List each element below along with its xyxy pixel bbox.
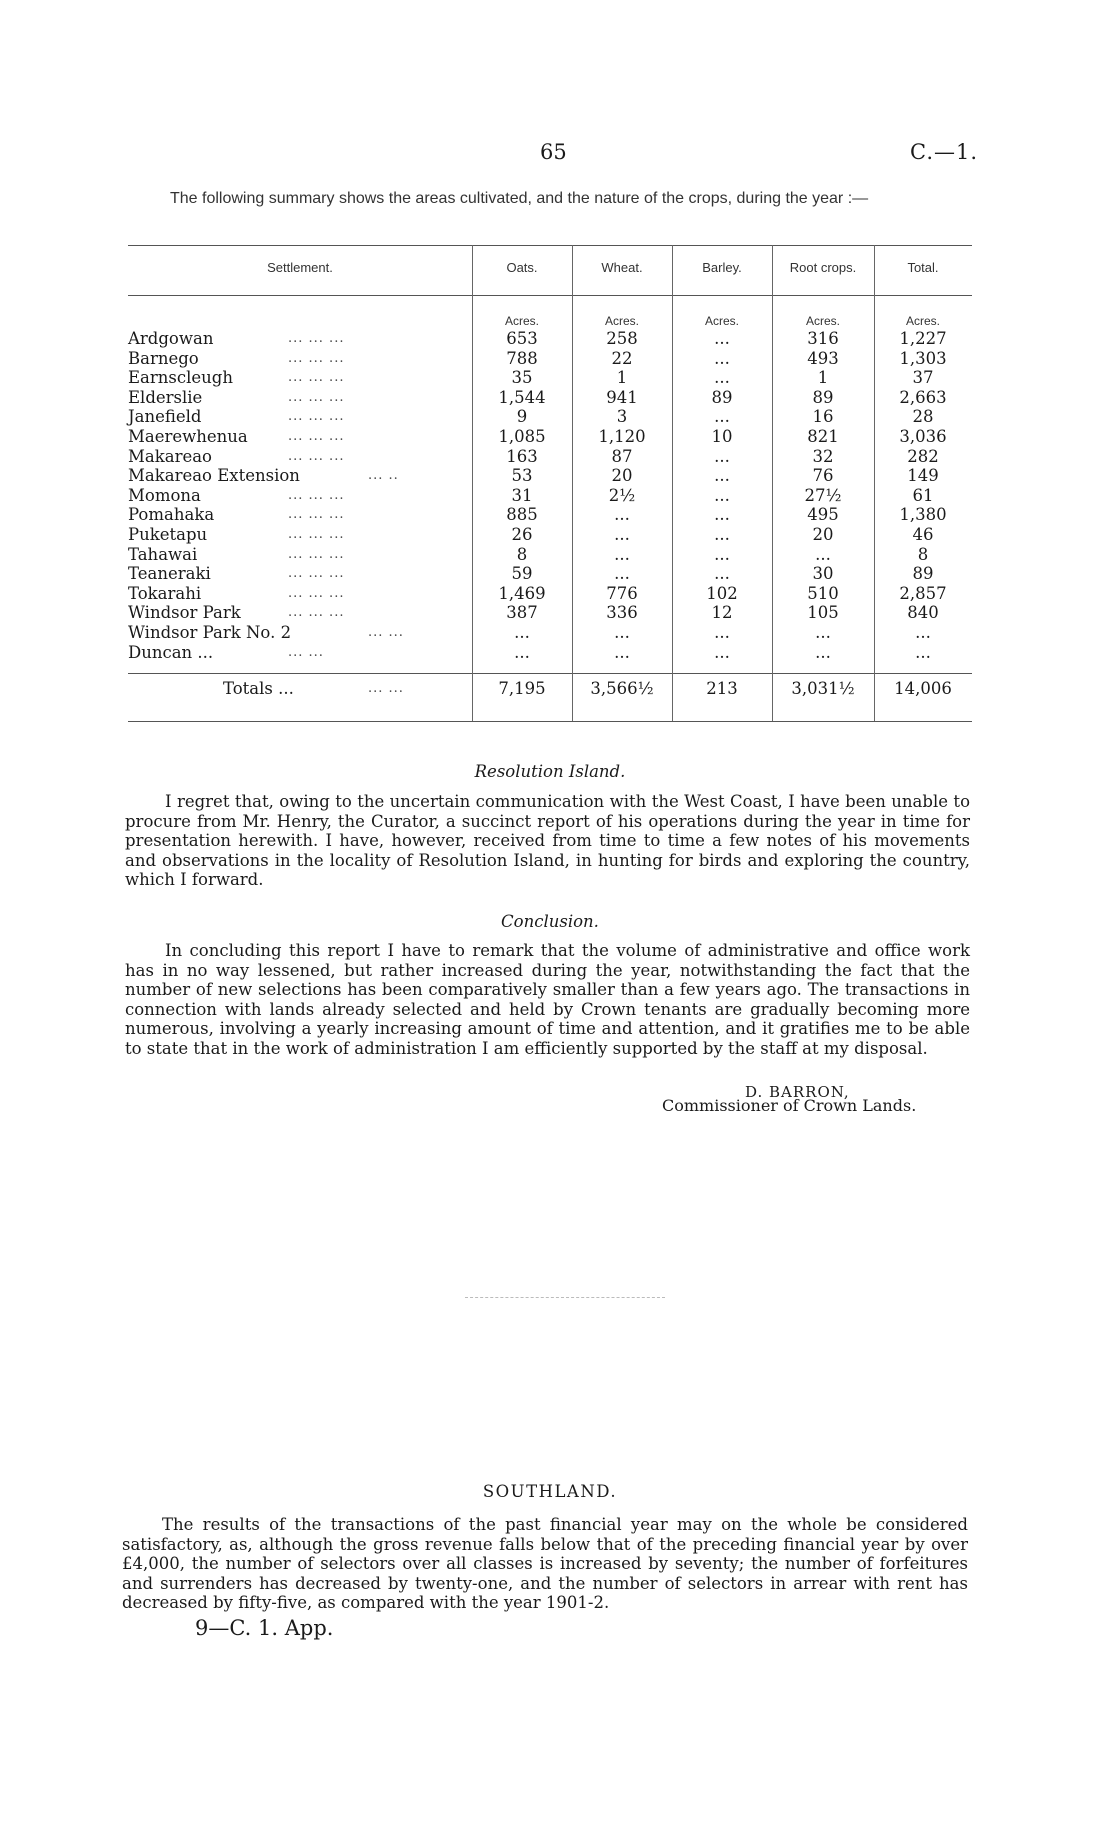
leader-dots: ... ... ... — [288, 331, 345, 346]
cell-total: 28 — [912, 407, 934, 427]
cell-oats: 35 — [511, 368, 533, 388]
leader-dots: ... ... ... — [288, 507, 345, 523]
cell-barley: ... — [714, 348, 730, 368]
cell-oats: 1,469 — [498, 583, 546, 603]
cell-oats: 26 — [511, 525, 533, 544]
cell-oats: 8 — [516, 544, 528, 564]
cell-total: 8 — [917, 544, 929, 564]
cell-root: ... — [815, 544, 831, 564]
leader-dots: ... .. — [368, 468, 399, 484]
table-row — [128, 545, 972, 565]
settlement-name: Windsor Park — [128, 603, 241, 623]
resolution-heading: Resolution Island. — [474, 762, 626, 781]
cell-total: 1,227 — [899, 329, 947, 348]
cell-barley: ... — [714, 642, 730, 662]
leader-dots: ... ... ... — [288, 448, 345, 464]
cell-root: 510 — [807, 583, 839, 603]
cell-total: 2,857 — [899, 583, 947, 603]
table-row — [128, 368, 972, 388]
header-barley: Barley. — [702, 260, 742, 275]
totals-oats: 7,195 — [498, 679, 546, 698]
cell-oats: 59 — [511, 564, 533, 584]
cell-barley: ... — [714, 485, 730, 505]
cell-wheat: 2½ — [608, 485, 636, 505]
cell-total: 2,663 — [899, 387, 947, 407]
crops-table — [128, 245, 972, 725]
cell-root: 316 — [807, 329, 839, 348]
header-oats: Oats. — [506, 260, 538, 275]
totals-leader-dots: ... ... — [368, 681, 404, 696]
table-top-rule — [128, 245, 972, 246]
leader-dots: ... ... — [368, 625, 404, 640]
cell-total: 46 — [912, 525, 934, 544]
leader-dots: ... ... ... — [288, 389, 345, 405]
cell-total: 840 — [907, 603, 939, 623]
settlement-name: Tokarahi — [128, 583, 202, 603]
cell-root: 495 — [807, 505, 839, 525]
table-row — [128, 505, 972, 525]
cell-root: 20 — [812, 525, 834, 544]
leader-dots: ... ... ... — [288, 409, 345, 425]
leader-dots: ... ... ... — [288, 605, 345, 621]
cell-wheat: 87 — [611, 446, 633, 466]
cell-barley: ... — [714, 623, 730, 642]
settlement-name: Maerewhenua — [128, 427, 248, 446]
cell-oats: ... — [514, 623, 530, 642]
table-row — [128, 329, 972, 349]
settlement-name: Ardgowan — [128, 329, 214, 348]
leader-dots: ... ... ... — [288, 566, 345, 582]
cell-oats: 788 — [506, 348, 538, 368]
settlement-name: Momona — [128, 485, 201, 505]
cell-total: 1,380 — [899, 505, 947, 525]
resolution-paragraph — [125, 792, 970, 890]
totals-total: 14,006 — [894, 679, 952, 698]
cell-total: 149 — [907, 466, 939, 486]
settlement-name: Tahawai — [128, 544, 198, 564]
cell-root: 32 — [812, 446, 834, 466]
cell-wheat: 258 — [606, 329, 638, 348]
table-row — [128, 486, 972, 506]
totals-root-crops: 3,031½ — [791, 679, 855, 698]
cell-wheat: ... — [614, 623, 630, 642]
header-settlement: Settlement. — [267, 260, 333, 275]
cell-root: 89 — [812, 387, 834, 407]
cell-wheat: 22 — [611, 348, 633, 368]
cell-total: 3,036 — [899, 427, 947, 446]
cell-wheat: 3 — [616, 407, 628, 427]
leader-dots: ... ... ... — [288, 585, 345, 601]
cell-root: 1 — [817, 368, 829, 388]
table-bottom-rule — [128, 721, 972, 722]
table-row — [128, 427, 972, 447]
intro-paragraph: The following summary shows the areas cultivated, and the nature of the crops, during the year :— — [170, 190, 869, 207]
resolution-text: I regret that, owing to the uncertain communication with the West Coast, I have been unable to procure from Mr. Henry, the Curator, a succinct report of his operations during the year in time for presentation herewith. I have, however, received from time to time a few notes of his movements and observations in the locality of Resolution Island, in hunting for birds and exploring the country, which I forward. — [125, 792, 970, 890]
cell-root: 105 — [807, 603, 839, 623]
cell-oats: 53 — [511, 466, 533, 486]
cell-barley: 12 — [711, 603, 733, 623]
signature-title: Commissioner of Crown Lands. — [662, 1096, 917, 1115]
conclusion-heading: Conclusion. — [501, 912, 599, 931]
cell-barley: ... — [714, 407, 730, 427]
cell-wheat: 20 — [611, 466, 633, 486]
leader-dots: ... ... ... — [288, 370, 345, 386]
settlement-name: Makareao — [128, 446, 212, 466]
unit-label: Acres. — [504, 314, 539, 328]
conclusion-paragraph — [125, 941, 970, 1059]
cell-barley: 89 — [711, 387, 733, 407]
table-row — [128, 349, 972, 369]
cell-barley: ... — [714, 525, 730, 544]
unit-label: Acres. — [805, 314, 840, 328]
table-row — [128, 525, 972, 545]
cell-wheat: 1,120 — [598, 427, 646, 446]
unit-label: Acres. — [604, 314, 639, 328]
cell-root: 76 — [812, 466, 834, 486]
table-row — [128, 466, 972, 486]
signature-name: D. BARRON, — [745, 1083, 850, 1101]
cell-barley: ... — [714, 544, 730, 564]
cell-oats: ... — [514, 642, 530, 662]
cell-root: 30 — [812, 564, 834, 584]
leader-dots: ... ... ... — [288, 429, 345, 444]
cell-barley: ... — [714, 329, 730, 348]
leader-dots: ... ... ... — [288, 546, 345, 562]
settlement-name: Janefield — [128, 407, 202, 427]
totals-row — [128, 677, 972, 701]
totals-wheat: 3,566½ — [590, 679, 654, 698]
unit-label: Acres. — [905, 314, 940, 328]
cell-root: 493 — [807, 348, 839, 368]
cell-total: 1,303 — [899, 348, 947, 368]
cell-oats: 1,085 — [498, 427, 546, 446]
table-row — [128, 388, 972, 408]
settlement-name: Makareao Extension — [128, 466, 300, 486]
table-row — [128, 447, 972, 467]
cell-oats: 163 — [506, 446, 538, 466]
southland-heading: SOUTHLAND. — [482, 1482, 618, 1501]
cell-wheat: 941 — [606, 387, 638, 407]
totals-barley: 213 — [706, 679, 738, 698]
settlement-name: Earnscleugh — [128, 368, 233, 388]
cell-oats: 653 — [506, 329, 538, 348]
header-total: Total. — [907, 260, 939, 275]
cell-barley: 102 — [706, 583, 738, 603]
settlement-name: Pomahaka — [128, 505, 215, 525]
cell-oats: 387 — [506, 603, 538, 623]
leader-dots: ... ... ... — [288, 487, 345, 503]
cell-barley: ... — [714, 564, 730, 584]
cell-oats: 31 — [511, 485, 533, 505]
cell-wheat: ... — [614, 525, 630, 544]
leader-dots: ... ... — [288, 644, 324, 660]
header-wheat: Wheat. — [601, 260, 643, 275]
cell-wheat: ... — [614, 564, 630, 584]
totals-label: Totals ... — [223, 679, 294, 698]
document-reference: C.—1. — [910, 140, 979, 164]
cell-wheat: 1 — [616, 368, 628, 388]
header-root-crops: Root crops. — [789, 260, 857, 275]
cell-barley: ... — [714, 505, 730, 525]
leader-dots: ... ... ... — [288, 527, 345, 542]
faint-divider — [465, 1297, 665, 1298]
table-header-rule — [128, 295, 972, 296]
cell-total: 282 — [907, 446, 939, 466]
footer-reference: 9—C. 1. App. — [195, 1616, 334, 1640]
cell-barley: ... — [714, 368, 730, 388]
cell-total: ... — [915, 642, 931, 662]
cell-barley: 10 — [711, 427, 733, 446]
cell-barley: ... — [714, 466, 730, 486]
cell-oats: 885 — [506, 505, 538, 525]
cell-root: 16 — [812, 407, 834, 427]
southland-paragraph — [122, 1515, 968, 1613]
cell-root: 27½ — [804, 485, 842, 505]
table-totals-rule — [128, 673, 972, 674]
settlement-name: Teaneraki — [128, 564, 211, 584]
unit-label: Acres. — [704, 314, 739, 328]
page-number: 65 — [540, 140, 567, 164]
settlement-name: Elderslie — [128, 387, 203, 407]
table-row — [128, 643, 972, 663]
cell-wheat: ... — [614, 544, 630, 564]
cell-wheat: ... — [614, 505, 630, 525]
southland-text: The results of the transactions of the past financial year may on the whole be considered satisfactory, as, although the gross revenue falls below that of the preceding financial year by over £4,000, the number of selectors over all classes is increased by seventy; the number of forfeitures and surrenders has decreased by twenty-one, and the number of selectors in arrear with rent has decreased by fifty-five, as compared with the year 1901-2. — [122, 1515, 968, 1613]
cell-barley: ... — [714, 446, 730, 466]
table-row — [128, 623, 972, 643]
conclusion-text: In concluding this report I have to remark that the volume of administrative and office work has in no way lessened, but rather increased during the year, notwithstanding the fact that the number of new selections has been comparatively smaller than a few years ago. The transactions in connection with lands already selected and held by Crown tenants are gradually becoming more numerous, involving a yearly increasing amount of time and attention, and it gratifies me to be able to state that in the work of administration I am efficiently supported by the staff at my disposal. — [125, 941, 970, 1058]
table-row — [128, 564, 972, 584]
cell-wheat: ... — [614, 642, 630, 662]
settlement-name: Puketapu — [128, 525, 208, 544]
cell-total: 37 — [912, 368, 934, 388]
cell-total: ... — [915, 623, 931, 642]
settlement-name: Windsor Park No. 2 — [128, 623, 292, 642]
table-row — [128, 584, 972, 604]
cell-root: ... — [815, 642, 831, 662]
cell-root: 821 — [807, 427, 839, 446]
cell-total: 89 — [912, 564, 934, 584]
leader-dots: ... ... ... — [288, 350, 345, 366]
cell-oats: 9 — [516, 407, 528, 427]
cell-oats: 1,544 — [498, 387, 546, 407]
table-row — [128, 603, 972, 623]
cell-total: 61 — [912, 485, 934, 505]
settlement-name: Barnego — [128, 348, 199, 368]
cell-wheat: 776 — [606, 583, 638, 603]
cell-wheat: 336 — [606, 603, 638, 623]
table-row — [128, 407, 972, 427]
cell-root: ... — [815, 623, 831, 642]
settlement-name: Duncan ... — [128, 642, 214, 662]
